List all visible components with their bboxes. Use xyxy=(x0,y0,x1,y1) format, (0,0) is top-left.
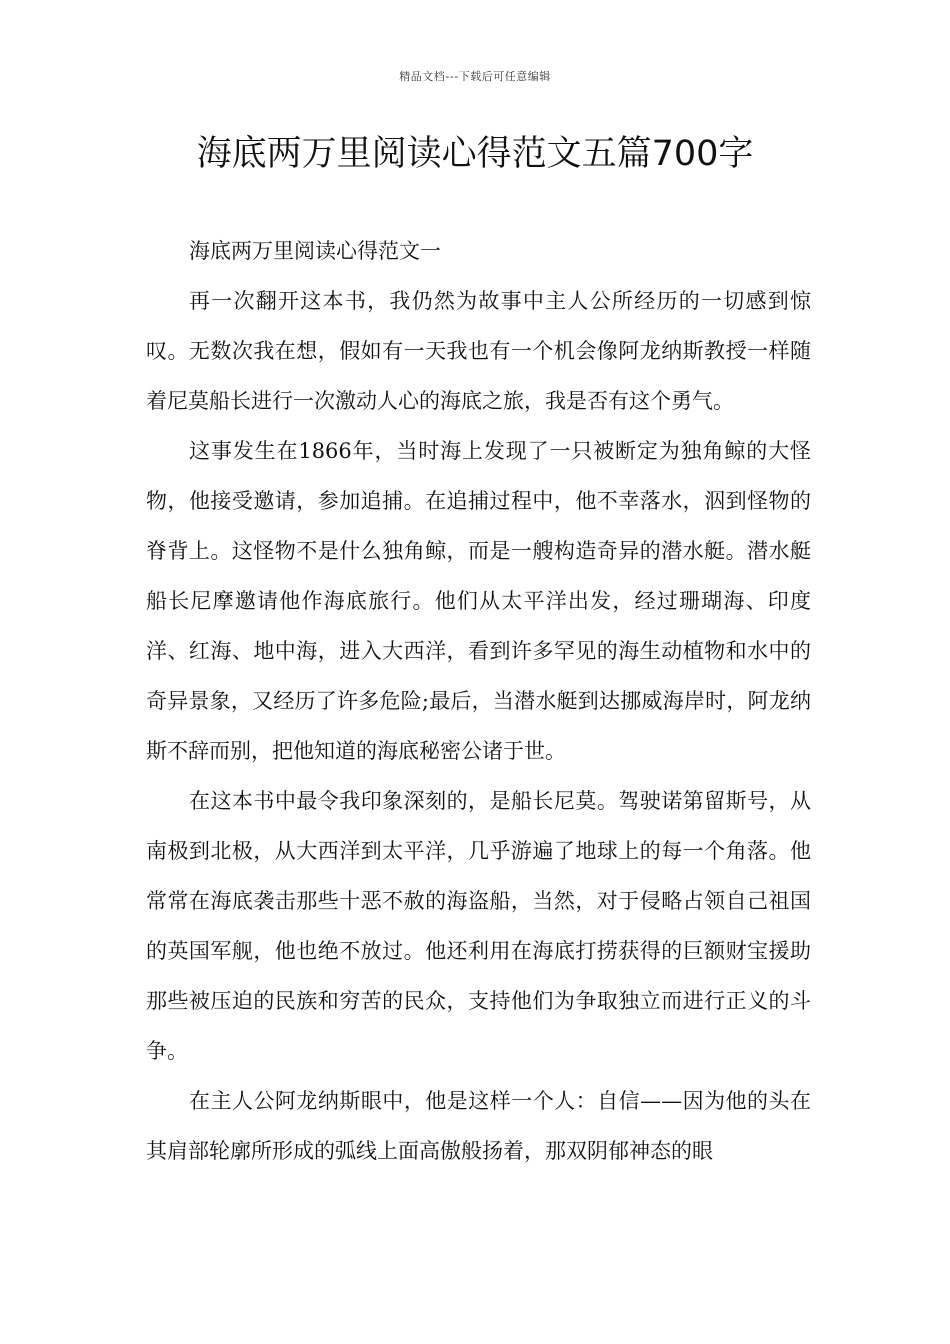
document-body xyxy=(146,226,811,1176)
paragraph-1: 再一次翻开这本书，我仍然为故事中主人公所经历的一切感到惊叹。无数次我在想，假如有一天我也有一个机会像阿龙纳斯教授一样随着尼莫船长进行一次激动人心的海底之旅，我是否有这个勇气。 xyxy=(146,289,811,413)
paragraph-2: 这事发生在1866年，当时海上发现了一只被断定为独角鲸的大怪物，他接受邀请，参加追捕。在追捕过程中，他不幸落水，泅到怪物的脊背上。这怪物不是什么独角鲸，而是一艘构造奇异的潜水艇。潜水艇船长尼摩邀请他作海底旅行。他们从太平洋出发，经过珊瑚海、印度洋、红海、地中海，进入大西洋，看到许多罕见的海生动植物和水中的奇异景象，又经历了许多危险;最后，当潜水艇到达挪威海岸时，阿龙纳斯不辞而别，把他知道的海底秘密公诸于世。 xyxy=(146,439,811,763)
paragraph-3: 在这本书中最令我印象深刻的，是船长尼莫。驾驶诺第留斯号，从南极到北极，从大西洋到太平洋，几乎游遍了地球上的每一个角落。他常常在海底袭击那些十恶不赦的海盗船，当然，对于侵略占领自己祖国的英国军舰，他也绝不放过。他还利用在海底打捞获得的巨额财宝援助那些被压迫的民族和穷苦的民众，支持他们为争取独立而进行正义的斗争。 xyxy=(146,789,811,1063)
header-note: 精品文档---下载后可任意编辑 xyxy=(399,70,551,83)
document-title: 海底两万里阅读心得范文五篇700字 xyxy=(196,134,754,174)
paragraph-4: 在主人公阿龙纳斯眼中，他是这样一个人：自信——因为他的头在其肩部轮廓所形成的弧线上面高傲般扬着，那双阴郁神态的眼 xyxy=(146,1089,811,1163)
section-heading: 海底两万里阅读心得范文一 xyxy=(189,239,441,263)
